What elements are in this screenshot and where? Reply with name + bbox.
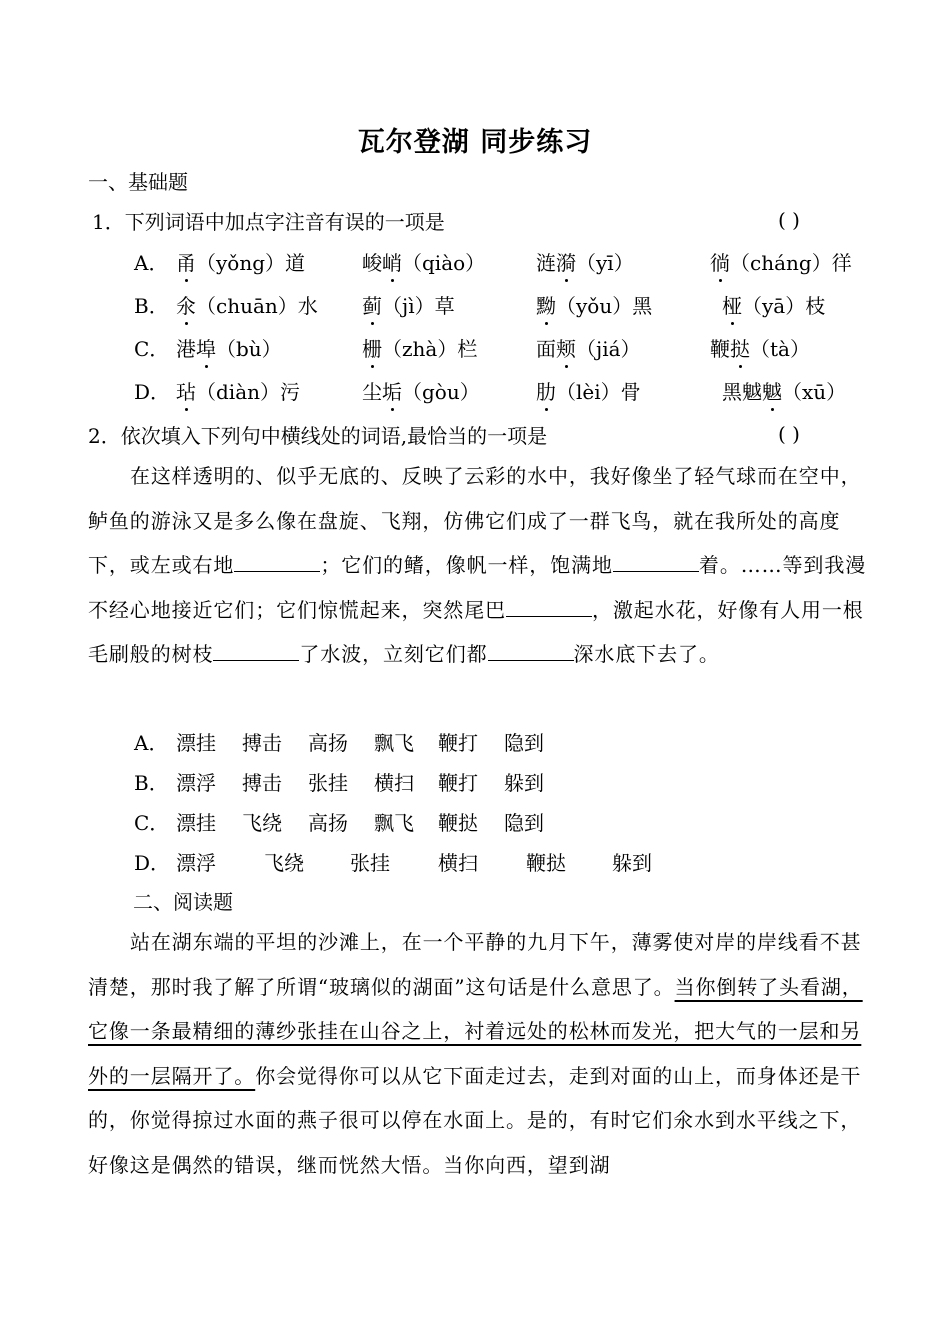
- pinyin-item: [722, 376, 846, 405]
- pinyin-text: （gòu）: [402, 380, 480, 404]
- option-word: 搏击: [242, 771, 282, 795]
- option-word: 漂浮: [176, 851, 216, 875]
- dotted-character: 玷: [176, 380, 196, 404]
- dotted-character: 甬: [176, 251, 196, 275]
- word-text: 鞭: [710, 337, 730, 361]
- reading-text: 站在湖东端的平坦的沙滩上，在一个平静的九月下午，薄雾使对岸的岸线看不甚清楚，那时我了解了所谓“玻璃似的湖面”这句话是什么意思了。: [88, 930, 862, 999]
- pinyin-item: [176, 376, 300, 405]
- fill-blank-2: [613, 549, 699, 572]
- word-text: 尘: [362, 380, 382, 404]
- pinyin-text: （jiá）: [576, 337, 641, 361]
- option-label: A．: [134, 731, 169, 755]
- dotted-character: 峭: [382, 251, 402, 275]
- option-word: 飘飞: [374, 811, 414, 835]
- option-label: C．: [134, 811, 170, 835]
- question-2-passage: [88, 454, 868, 677]
- pinyin-item: [722, 290, 825, 319]
- dotted-character: 挞: [730, 337, 750, 361]
- pinyin-item: [362, 376, 480, 405]
- option-word: 躲到: [504, 771, 544, 795]
- pinyin-text: （yǒng）道: [196, 251, 306, 275]
- option-word: 横扫: [374, 771, 414, 795]
- option-word: 漂挂: [176, 811, 216, 835]
- option-word: 高扬: [308, 731, 348, 755]
- option-word: 张挂: [350, 851, 390, 875]
- option-label: B．: [134, 771, 169, 795]
- option-word: 鞭挞: [438, 811, 478, 835]
- dotted-character: 蓟: [362, 294, 382, 318]
- reading-passage: [88, 920, 868, 1187]
- option-word: 鞭打: [438, 771, 478, 795]
- option-word: 飞绕: [242, 811, 282, 835]
- pinyin-item: [362, 247, 485, 276]
- word-text: 面: [536, 337, 556, 361]
- dotted-character: 魆: [762, 380, 782, 404]
- option-label: D．: [134, 380, 171, 404]
- option-word: 隐到: [504, 731, 544, 755]
- option-word: 飘飞: [374, 731, 414, 755]
- fill-blank-1: [234, 549, 320, 572]
- question-1-stem: 1．下列词语中加点字注音有误的一项是: [92, 210, 445, 234]
- fill-blank-4: [213, 638, 299, 661]
- option-label: C．: [134, 337, 170, 361]
- passage-text: 着。……等到我漫不经心地接近它们；它们惊慌起来，突然尾巴: [88, 553, 867, 622]
- pinyin-text: （diàn）污: [196, 380, 301, 404]
- dotted-character: 埠: [196, 337, 216, 361]
- dotted-character: 桠: [722, 294, 742, 318]
- pinyin-item: [536, 376, 641, 405]
- pinyin-item: [710, 333, 810, 362]
- dotted-character: 颊: [556, 337, 576, 361]
- pinyin-item: [176, 290, 318, 319]
- section-heading-reading: 二、阅读题: [133, 890, 233, 914]
- pinyin-text: （bù）: [216, 337, 282, 361]
- word-text: 峻: [362, 251, 382, 275]
- underlined-sentence: 当你倒转了头看湖，它像一条最精细的薄纱张挂在山谷之上，衬着远处的松林而发光，把大气的一层和另外的一层隔开了。: [88, 974, 863, 1088]
- option-word: 搏击: [242, 731, 282, 755]
- option-word: 横扫: [438, 851, 478, 875]
- dotted-character: 栅: [362, 337, 382, 361]
- passage-text: 在这样透明的、似乎无底的、反映了云彩的水中，我好像坐了轻气球而在空中，鲈鱼的游泳又是多么像在盘旋、飞翔，仿佛它们成了一群飞鸟，就在我所处的高度下，或左或右地: [88, 464, 862, 577]
- fill-blank-3: [506, 594, 592, 617]
- option-label: A．: [134, 251, 169, 275]
- pinyin-text: （chuān）水: [196, 294, 318, 318]
- pinyin-item: [176, 247, 305, 276]
- option-label: D．: [134, 851, 171, 875]
- pinyin-item: [362, 333, 477, 362]
- word-text: 涟: [536, 251, 556, 275]
- option-word: 鞭挞: [526, 851, 566, 875]
- question-2-stem: 2．依次填入下列句中横线处的词语,最恰当的一项是: [88, 424, 548, 448]
- page-title: 瓦尔登湖 同步练习: [357, 127, 593, 158]
- pinyin-text: （qiào）: [402, 251, 486, 275]
- option-word: 漂挂: [176, 731, 216, 755]
- option-word: 躲到: [612, 851, 652, 875]
- pinyin-item: [536, 247, 634, 276]
- pinyin-item: [710, 247, 852, 276]
- option-word: 高扬: [308, 811, 348, 835]
- pinyin-text: （lèi）骨: [556, 380, 641, 404]
- pinyin-item: [536, 333, 641, 362]
- dotted-character: 垢: [382, 380, 402, 404]
- pinyin-text: （cháng）徉: [730, 251, 852, 275]
- section-heading-basic: 一、基础题: [88, 170, 188, 194]
- passage-text: ，激起水花，好像有人用一根毛刷般的树枝: [88, 597, 864, 666]
- dotted-character: 肋: [536, 380, 556, 404]
- passage-text: ；它们的鳍，像帆一样，饱满地: [320, 553, 613, 577]
- option-word: 漂浮: [176, 771, 216, 795]
- pinyin-item: [176, 333, 282, 362]
- passage-text: 深水底下去了。: [573, 642, 720, 666]
- pinyin-text: （tà）: [750, 337, 810, 361]
- dotted-character: 徜: [710, 251, 730, 275]
- dotted-character: 氽: [176, 294, 196, 318]
- option-word: 鞭打: [438, 731, 478, 755]
- pinyin-text: （zhà）栏: [382, 337, 478, 361]
- passage-text: 了水波，立刻它们都: [299, 642, 488, 666]
- dotted-character: 黝: [536, 294, 556, 318]
- pinyin-text: （jì）草: [382, 294, 455, 318]
- dotted-character: 漪: [556, 251, 576, 275]
- pinyin-text: （yǒu）黑: [556, 294, 653, 318]
- pinyin-text: （xū）: [782, 380, 847, 404]
- pinyin-text: （yā）枝: [742, 294, 826, 318]
- option-word: 隐到: [504, 811, 544, 835]
- option-label: B．: [134, 294, 169, 318]
- question-1-answer-paren: ( ): [778, 208, 800, 232]
- pinyin-text: （yī）: [576, 251, 634, 275]
- pinyin-item: [536, 290, 652, 319]
- fill-blank-5: [488, 638, 574, 661]
- question-2-answer-paren: ( ): [778, 422, 800, 446]
- option-word: 飞绕: [264, 851, 304, 875]
- word-text: 黑魆: [722, 380, 762, 404]
- option-word: 张挂: [308, 771, 348, 795]
- reading-text: 你会觉得你可以从它下面走过去，走到对面的山上，而身体还是干的，你觉得掠过水面的燕子很可以停在水面上。是的，有时它们氽水到水平线之下，好像这是偶然的错误，继而恍然大悟。当你向西，望到湖: [88, 1063, 862, 1177]
- pinyin-item: [362, 290, 455, 319]
- word-text: 港: [176, 337, 196, 361]
